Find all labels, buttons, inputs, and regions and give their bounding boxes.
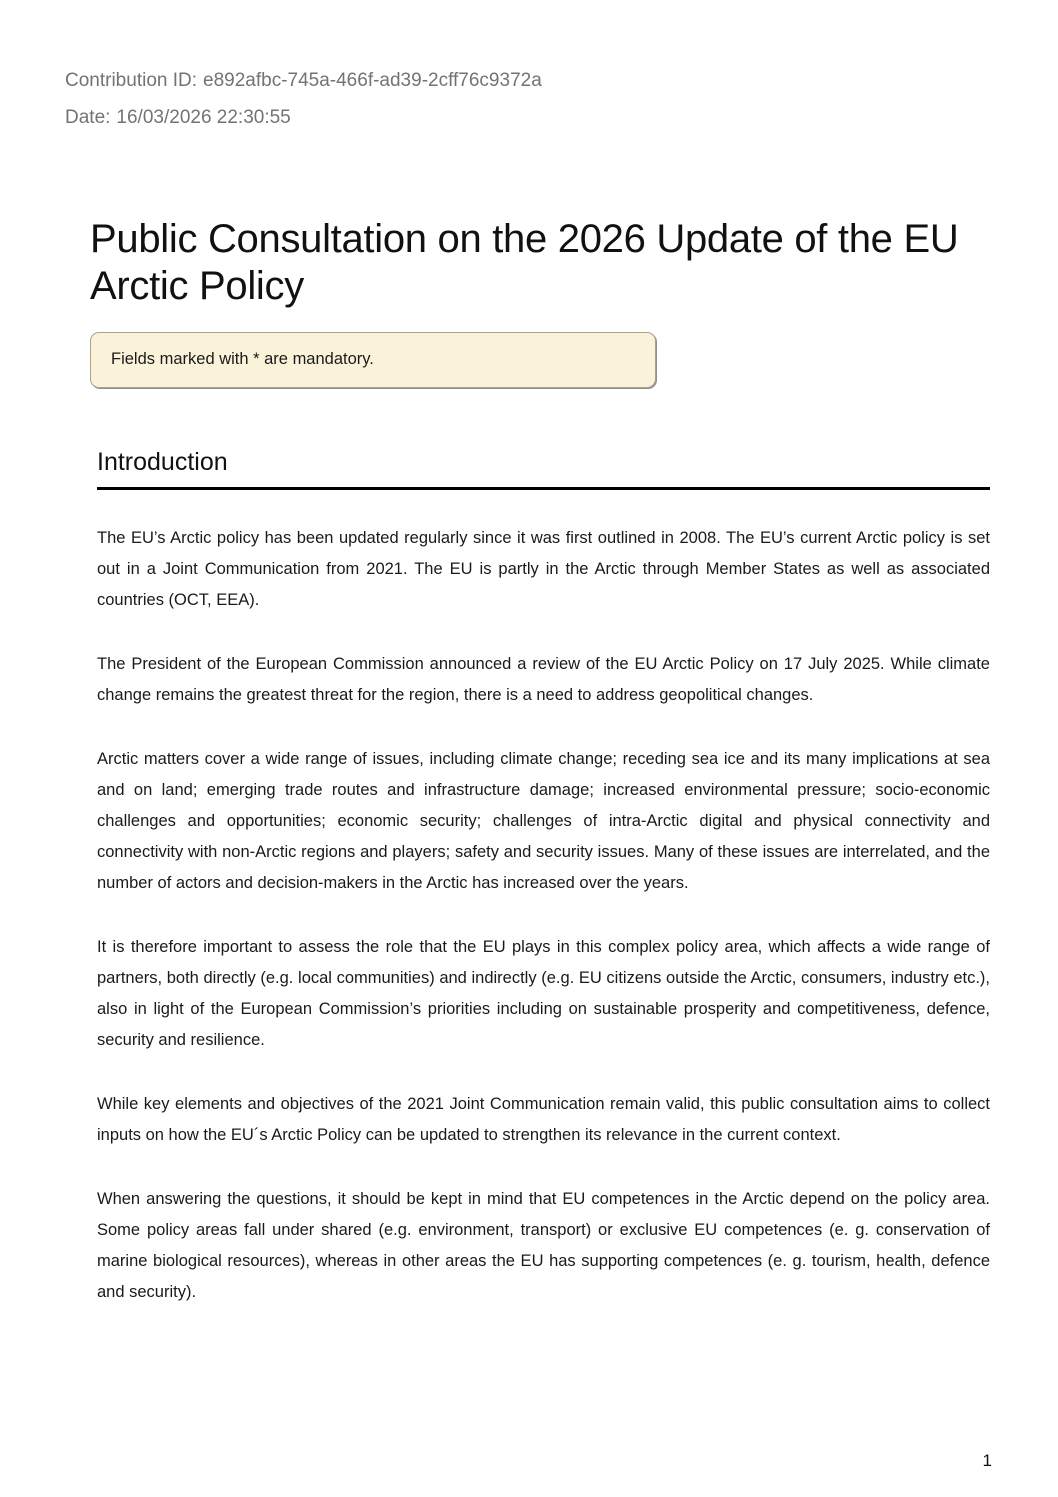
section-heading-introduction: Introduction: [97, 448, 228, 476]
paragraph-4: It is therefore important to assess the role that the EU plays in this complex policy area, which affects a wide range of partners, both directly (e.g. local communities) and indirectly (e.g. EU citizens outside the Arctic, consumers, industry etc.), also in light of the European Commission’s priorities including on sustainable prosperity and competitiveness, defence, security and resilience.: [97, 938, 990, 1049]
mandatory-fields-notice: [90, 332, 656, 388]
document-meta: [65, 62, 1058, 136]
paragraph-3: Arctic matters cover a wide range of issues, including climate change; receding sea ice and its many implications at sea and on land; emerging trade routes and infrastructure damage; increased environmental pressure; socio-economic challenges and opportunities; economic security; challenges of intra-Arctic digital and physical connectivity and connectivity with non-Arctic regions and players; safety and security issues. Many of these issues are interrelated, and the number of actors and decision-makers in the Arctic has increased over the years.: [97, 750, 990, 892]
date-value: 16/03/2026 22:30:55: [116, 107, 291, 128]
page-title: Public Consultation on the 2026 Update of the EU Arctic Policy: [90, 217, 959, 308]
paragraph-1: The EU’s Arctic policy has been updated regularly since it was first outlined in 2008. The EU’s current Arctic policy is set out in a Joint Communication from 2021. The EU is partly in the Arctic through Member States as well as associated countries (OCT, EEA).: [97, 529, 990, 609]
contribution-id-value: e892afbc-745a-466f-ad39-2cff76c9372a: [203, 70, 542, 91]
paragraph-2: The President of the European Commission announced a review of the EU Arctic Policy on 17 July 2025. While climate change remains the greatest threat for the region, there is a need to address geopolitical changes.: [97, 655, 990, 704]
paragraph-6: When answering the questions, it should be kept in mind that EU competences in the Arctic depend on the policy area. Some policy areas fall under shared (e.g. environment, transport) or exclusive EU competences (e. g. conservation of marine biological resources), whereas in other areas the EU has supporting competences (e. g. tourism, health, defence and security).: [97, 1190, 990, 1301]
contribution-id-label: Contribution ID:: [65, 70, 198, 91]
section-divider: [97, 487, 990, 490]
page-number: 1: [982, 1451, 992, 1470]
date-label: Date:: [65, 107, 111, 128]
paragraph-5: While key elements and objectives of the 2021 Joint Communication remain valid, this public consultation aims to collect inputs on how the EU´s Arctic Policy can be updated to strengthen its relevance in the current context.: [97, 1095, 990, 1144]
mandatory-fields-notice-text: Fields marked with * are mandatory.: [111, 350, 374, 368]
introduction-content: [97, 523, 990, 1308]
contribution-id-line: [65, 62, 1058, 99]
date-line: [65, 99, 1058, 136]
